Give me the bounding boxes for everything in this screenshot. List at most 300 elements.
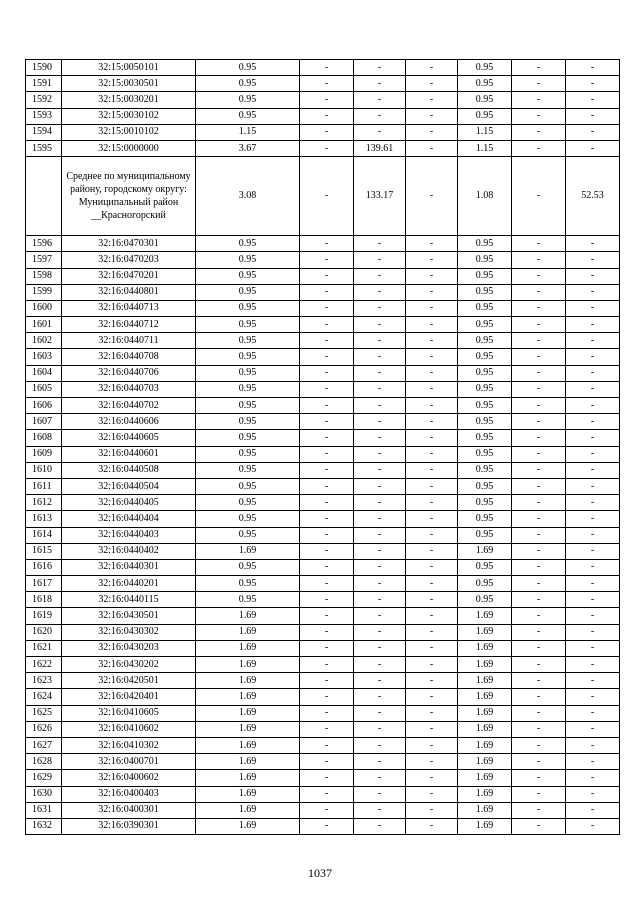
value-cell: - <box>512 705 566 721</box>
value-cell: - <box>354 657 406 673</box>
value-cell: - <box>512 414 566 430</box>
value-cell: - <box>354 236 406 252</box>
cadastral-number-cell: 32:16:0440403 <box>62 527 196 543</box>
value-cell: - <box>300 252 354 268</box>
table-row <box>26 592 620 608</box>
value-cell: 1.69 <box>196 770 300 786</box>
value-cell: 0.95 <box>196 333 300 349</box>
value-cell: - <box>406 124 458 140</box>
cadastral-number-cell: 32:16:0410605 <box>62 705 196 721</box>
table-row <box>26 333 620 349</box>
value-cell: - <box>512 317 566 333</box>
value-cell: - <box>406 92 458 108</box>
value-cell: - <box>406 317 458 333</box>
value-cell: - <box>566 446 620 462</box>
value-cell: 0.95 <box>458 559 512 575</box>
value-cell: - <box>406 737 458 753</box>
value-cell: 0.95 <box>196 495 300 511</box>
value-cell: - <box>354 446 406 462</box>
value-cell: - <box>300 462 354 478</box>
value-cell: - <box>566 592 620 608</box>
value-cell: - <box>354 478 406 494</box>
value-cell: - <box>300 657 354 673</box>
value-cell: - <box>300 268 354 284</box>
value-cell: - <box>406 527 458 543</box>
row-number-cell: 1593 <box>26 108 62 124</box>
cadastral-number-cell: 32:16:0440508 <box>62 462 196 478</box>
value-cell: - <box>406 478 458 494</box>
cadastral-number-cell: 32:15:0000000 <box>62 140 196 156</box>
cadastral-number-cell: 32:16:0420501 <box>62 673 196 689</box>
value-cell: 0.95 <box>196 576 300 592</box>
value-cell: - <box>512 495 566 511</box>
value-cell: - <box>406 446 458 462</box>
value-cell: - <box>354 268 406 284</box>
table-row <box>26 673 620 689</box>
row-number-cell: 1598 <box>26 268 62 284</box>
cadastral-number-cell: 32:16:0470201 <box>62 268 196 284</box>
value-cell: - <box>300 689 354 705</box>
value-cell: 1.69 <box>196 673 300 689</box>
value-cell: 0.95 <box>458 495 512 511</box>
summary-value-cell: - <box>406 157 458 236</box>
value-cell: - <box>406 381 458 397</box>
value-cell: - <box>406 300 458 316</box>
summary-value-cell: 1.08 <box>458 157 512 236</box>
value-cell: 1.69 <box>196 543 300 559</box>
table-row <box>26 527 620 543</box>
value-cell: 0.95 <box>458 381 512 397</box>
cadastral-number-cell: 32:16:0440201 <box>62 576 196 592</box>
value-cell: - <box>406 108 458 124</box>
value-cell: 1.69 <box>196 624 300 640</box>
table-row <box>26 300 620 316</box>
value-cell: - <box>566 252 620 268</box>
value-cell: - <box>354 608 406 624</box>
table-row <box>26 705 620 721</box>
value-cell: - <box>300 92 354 108</box>
value-cell: 1.69 <box>458 673 512 689</box>
value-cell: 0.95 <box>458 462 512 478</box>
value-cell: 1.69 <box>458 640 512 656</box>
value-cell: - <box>566 721 620 737</box>
value-cell: 1.69 <box>196 737 300 753</box>
data-table <box>25 59 620 835</box>
table-row <box>26 624 620 640</box>
value-cell: - <box>566 624 620 640</box>
value-cell: - <box>566 462 620 478</box>
value-cell: - <box>300 76 354 92</box>
value-cell: - <box>300 705 354 721</box>
value-cell: - <box>300 624 354 640</box>
value-cell: - <box>406 349 458 365</box>
value-cell: - <box>354 640 406 656</box>
value-cell: 0.95 <box>458 236 512 252</box>
value-cell: - <box>300 640 354 656</box>
value-cell: - <box>300 543 354 559</box>
table-row <box>26 236 620 252</box>
row-number-cell: 1625 <box>26 705 62 721</box>
row-number-cell: 1614 <box>26 527 62 543</box>
value-cell: - <box>512 381 566 397</box>
table-row <box>26 140 620 156</box>
cadastral-number-cell: 32:16:0420401 <box>62 689 196 705</box>
row-number-cell: 1590 <box>26 60 62 76</box>
value-cell: - <box>406 511 458 527</box>
value-cell: - <box>300 300 354 316</box>
value-cell: - <box>512 124 566 140</box>
value-cell: - <box>300 592 354 608</box>
summary-label: Среднее по муниципальному району, городскому округу: Муниципальный район __Красногорский <box>62 157 196 236</box>
row-number-cell: 1620 <box>26 624 62 640</box>
value-cell: 1.69 <box>196 705 300 721</box>
summary-row <box>26 157 620 236</box>
row-number-cell: 1600 <box>26 300 62 316</box>
table-row <box>26 770 620 786</box>
row-number-cell: 1597 <box>26 252 62 268</box>
table-row <box>26 559 620 575</box>
value-cell: 0.95 <box>458 284 512 300</box>
cadastral-number-cell: 32:16:0440712 <box>62 317 196 333</box>
value-cell: - <box>354 462 406 478</box>
cadastral-number-cell: 32:16:0440801 <box>62 284 196 300</box>
row-number-cell: 1621 <box>26 640 62 656</box>
value-cell: - <box>406 60 458 76</box>
row-number-cell: 1608 <box>26 430 62 446</box>
value-cell: 1.69 <box>196 786 300 802</box>
cadastral-number-cell: 32:15:0050101 <box>62 60 196 76</box>
value-cell: 0.95 <box>196 60 300 76</box>
value-cell: - <box>300 365 354 381</box>
value-cell: - <box>354 770 406 786</box>
row-number-cell: 1612 <box>26 495 62 511</box>
value-cell: - <box>354 559 406 575</box>
value-cell: - <box>406 576 458 592</box>
value-cell: - <box>406 495 458 511</box>
row-number-cell: 1618 <box>26 592 62 608</box>
value-cell: 1.69 <box>458 705 512 721</box>
value-cell: 0.95 <box>196 430 300 446</box>
value-cell: 1.69 <box>458 770 512 786</box>
value-cell: - <box>566 430 620 446</box>
value-cell: 0.95 <box>458 300 512 316</box>
value-cell: - <box>406 770 458 786</box>
value-cell: - <box>406 705 458 721</box>
value-cell: 0.95 <box>196 527 300 543</box>
value-cell: - <box>354 317 406 333</box>
value-cell: 1.15 <box>196 124 300 140</box>
value-cell: - <box>300 398 354 414</box>
table-row <box>26 802 620 818</box>
cadastral-number-cell: 32:16:0440601 <box>62 446 196 462</box>
value-cell: - <box>354 786 406 802</box>
value-cell: - <box>406 786 458 802</box>
value-cell: 1.69 <box>196 608 300 624</box>
summary-value-cell: - <box>512 157 566 236</box>
value-cell: - <box>300 430 354 446</box>
value-cell: - <box>566 608 620 624</box>
value-cell: 1.69 <box>196 689 300 705</box>
value-cell: - <box>566 414 620 430</box>
value-cell: 0.95 <box>458 252 512 268</box>
value-cell: - <box>406 657 458 673</box>
value-cell: - <box>406 462 458 478</box>
value-cell: - <box>406 818 458 834</box>
value-cell: - <box>354 398 406 414</box>
value-cell: - <box>512 349 566 365</box>
row-number-cell: 1591 <box>26 76 62 92</box>
value-cell: - <box>300 124 354 140</box>
cadastral-number-cell: 32:16:0430501 <box>62 608 196 624</box>
row-number-cell: 1603 <box>26 349 62 365</box>
value-cell: - <box>566 349 620 365</box>
value-cell: - <box>406 76 458 92</box>
value-cell: - <box>354 124 406 140</box>
value-cell: - <box>406 721 458 737</box>
table-row <box>26 252 620 268</box>
value-cell: 0.95 <box>196 414 300 430</box>
value-cell: - <box>354 365 406 381</box>
value-cell: 3.67 <box>196 140 300 156</box>
value-cell: - <box>566 495 620 511</box>
value-cell: - <box>300 140 354 156</box>
value-cell: 1.69 <box>196 802 300 818</box>
row-number-cell: 1622 <box>26 657 62 673</box>
table-row <box>26 608 620 624</box>
value-cell: - <box>300 576 354 592</box>
cadastral-number-cell: 32:16:0440405 <box>62 495 196 511</box>
value-cell: - <box>406 802 458 818</box>
row-number-cell: 1627 <box>26 737 62 753</box>
value-cell: 0.95 <box>458 349 512 365</box>
value-cell: 0.95 <box>196 252 300 268</box>
value-cell: - <box>512 754 566 770</box>
row-number-cell: 1610 <box>26 462 62 478</box>
value-cell: - <box>406 414 458 430</box>
value-cell: - <box>566 236 620 252</box>
value-cell: - <box>354 576 406 592</box>
cadastral-number-cell: 32:16:0440402 <box>62 543 196 559</box>
value-cell: 0.95 <box>458 446 512 462</box>
value-cell: - <box>512 333 566 349</box>
table-row <box>26 284 620 300</box>
value-cell: - <box>300 381 354 397</box>
value-cell: - <box>566 365 620 381</box>
row-number-cell: 1611 <box>26 478 62 494</box>
value-cell: - <box>300 478 354 494</box>
value-cell: 0.95 <box>196 349 300 365</box>
value-cell: - <box>566 511 620 527</box>
row-number-cell: 1616 <box>26 559 62 575</box>
table-row <box>26 576 620 592</box>
value-cell: - <box>300 754 354 770</box>
value-cell: 0.95 <box>196 398 300 414</box>
value-cell: 1.69 <box>458 786 512 802</box>
table-row <box>26 721 620 737</box>
value-cell: - <box>512 592 566 608</box>
value-cell: - <box>512 300 566 316</box>
summary-value-cell: 3.08 <box>196 157 300 236</box>
value-cell: 1.69 <box>196 721 300 737</box>
cadastral-number-cell: 32:15:0030102 <box>62 108 196 124</box>
value-cell: 0.95 <box>196 300 300 316</box>
value-cell: - <box>512 559 566 575</box>
value-cell: - <box>512 770 566 786</box>
row-number-cell: 1604 <box>26 365 62 381</box>
value-cell: - <box>300 818 354 834</box>
value-cell: - <box>354 414 406 430</box>
cadastral-number-cell: 32:16:0440115 <box>62 592 196 608</box>
summary-value-cell: 133.17 <box>354 157 406 236</box>
table-row <box>26 92 620 108</box>
value-cell: 1.69 <box>458 657 512 673</box>
value-cell: 0.95 <box>458 268 512 284</box>
value-cell: - <box>354 802 406 818</box>
value-cell: - <box>300 786 354 802</box>
table-row <box>26 60 620 76</box>
value-cell: - <box>300 333 354 349</box>
value-cell: 0.95 <box>458 76 512 92</box>
value-cell: - <box>512 76 566 92</box>
value-cell: 0.95 <box>458 92 512 108</box>
value-cell: - <box>566 673 620 689</box>
table-row <box>26 446 620 462</box>
value-cell: - <box>300 349 354 365</box>
value-cell: - <box>566 478 620 494</box>
value-cell: 1.69 <box>458 802 512 818</box>
value-cell: 0.95 <box>196 478 300 494</box>
cadastral-number-cell: 32:16:0470301 <box>62 236 196 252</box>
row-number-cell: 1599 <box>26 284 62 300</box>
value-cell: - <box>512 511 566 527</box>
cadastral-number-cell: 32:16:0440703 <box>62 381 196 397</box>
table-row <box>26 76 620 92</box>
value-cell: - <box>566 60 620 76</box>
value-cell: - <box>406 430 458 446</box>
table-row <box>26 640 620 656</box>
value-cell: - <box>300 559 354 575</box>
value-cell: - <box>512 92 566 108</box>
value-cell: - <box>512 430 566 446</box>
value-cell: - <box>566 770 620 786</box>
value-cell: 0.95 <box>458 108 512 124</box>
value-cell: - <box>406 608 458 624</box>
value-cell: 0.95 <box>196 446 300 462</box>
value-cell: - <box>566 124 620 140</box>
value-cell: 1.69 <box>458 689 512 705</box>
value-cell: - <box>566 576 620 592</box>
table-row <box>26 108 620 124</box>
value-cell: - <box>354 737 406 753</box>
table-row <box>26 657 620 673</box>
value-cell: - <box>354 705 406 721</box>
cadastral-number-cell: 32:16:0430203 <box>62 640 196 656</box>
value-cell: - <box>300 527 354 543</box>
value-cell: - <box>354 543 406 559</box>
value-cell: 0.95 <box>196 381 300 397</box>
value-cell: - <box>354 76 406 92</box>
table-body <box>26 60 620 835</box>
value-cell: - <box>566 76 620 92</box>
value-cell: - <box>406 365 458 381</box>
table-row <box>26 414 620 430</box>
value-cell: 0.95 <box>196 268 300 284</box>
value-cell: - <box>354 721 406 737</box>
value-cell: - <box>566 818 620 834</box>
value-cell: - <box>300 317 354 333</box>
value-cell: - <box>512 608 566 624</box>
table-row <box>26 365 620 381</box>
row-number-cell: 1596 <box>26 236 62 252</box>
row-number-cell: 1602 <box>26 333 62 349</box>
value-cell: - <box>406 559 458 575</box>
value-cell: 0.95 <box>458 365 512 381</box>
value-cell: - <box>354 527 406 543</box>
row-number-cell: 1629 <box>26 770 62 786</box>
value-cell: - <box>354 754 406 770</box>
value-cell: - <box>512 398 566 414</box>
table-row <box>26 495 620 511</box>
table-row <box>26 124 620 140</box>
value-cell: - <box>300 495 354 511</box>
value-cell: 0.95 <box>458 592 512 608</box>
value-cell: - <box>512 140 566 156</box>
cadastral-number-cell: 32:16:0440708 <box>62 349 196 365</box>
value-cell: 139.61 <box>354 140 406 156</box>
table-row <box>26 786 620 802</box>
value-cell: - <box>406 543 458 559</box>
row-number-cell: 1605 <box>26 381 62 397</box>
row-number-cell: 1623 <box>26 673 62 689</box>
value-cell: - <box>406 252 458 268</box>
value-cell: - <box>512 60 566 76</box>
cadastral-number-cell: 32:16:0400403 <box>62 786 196 802</box>
value-cell: 0.95 <box>196 317 300 333</box>
value-cell: 0.95 <box>458 333 512 349</box>
empty-cell <box>26 157 62 236</box>
row-number-cell: 1609 <box>26 446 62 462</box>
value-cell: - <box>512 818 566 834</box>
cadastral-number-cell: 32:16:0440606 <box>62 414 196 430</box>
value-cell: - <box>566 381 620 397</box>
value-cell: 0.95 <box>458 430 512 446</box>
value-cell: - <box>354 333 406 349</box>
row-number-cell: 1595 <box>26 140 62 156</box>
value-cell: - <box>300 414 354 430</box>
value-cell: - <box>300 284 354 300</box>
value-cell: - <box>406 673 458 689</box>
value-cell: 1.69 <box>458 543 512 559</box>
value-cell: 0.95 <box>458 511 512 527</box>
value-cell: 1.69 <box>458 818 512 834</box>
row-number-cell: 1626 <box>26 721 62 737</box>
value-cell: - <box>566 737 620 753</box>
value-cell: - <box>512 624 566 640</box>
row-number-cell: 1601 <box>26 317 62 333</box>
value-cell: - <box>300 108 354 124</box>
value-cell: - <box>512 802 566 818</box>
value-cell: - <box>406 689 458 705</box>
value-cell: - <box>300 770 354 786</box>
value-cell: 0.95 <box>196 284 300 300</box>
value-cell: 0.95 <box>458 60 512 76</box>
value-cell: - <box>354 511 406 527</box>
value-cell: - <box>512 527 566 543</box>
cadastral-number-cell: 32:16:0410302 <box>62 737 196 753</box>
value-cell: - <box>300 737 354 753</box>
value-cell: 0.95 <box>196 76 300 92</box>
value-cell: - <box>566 657 620 673</box>
